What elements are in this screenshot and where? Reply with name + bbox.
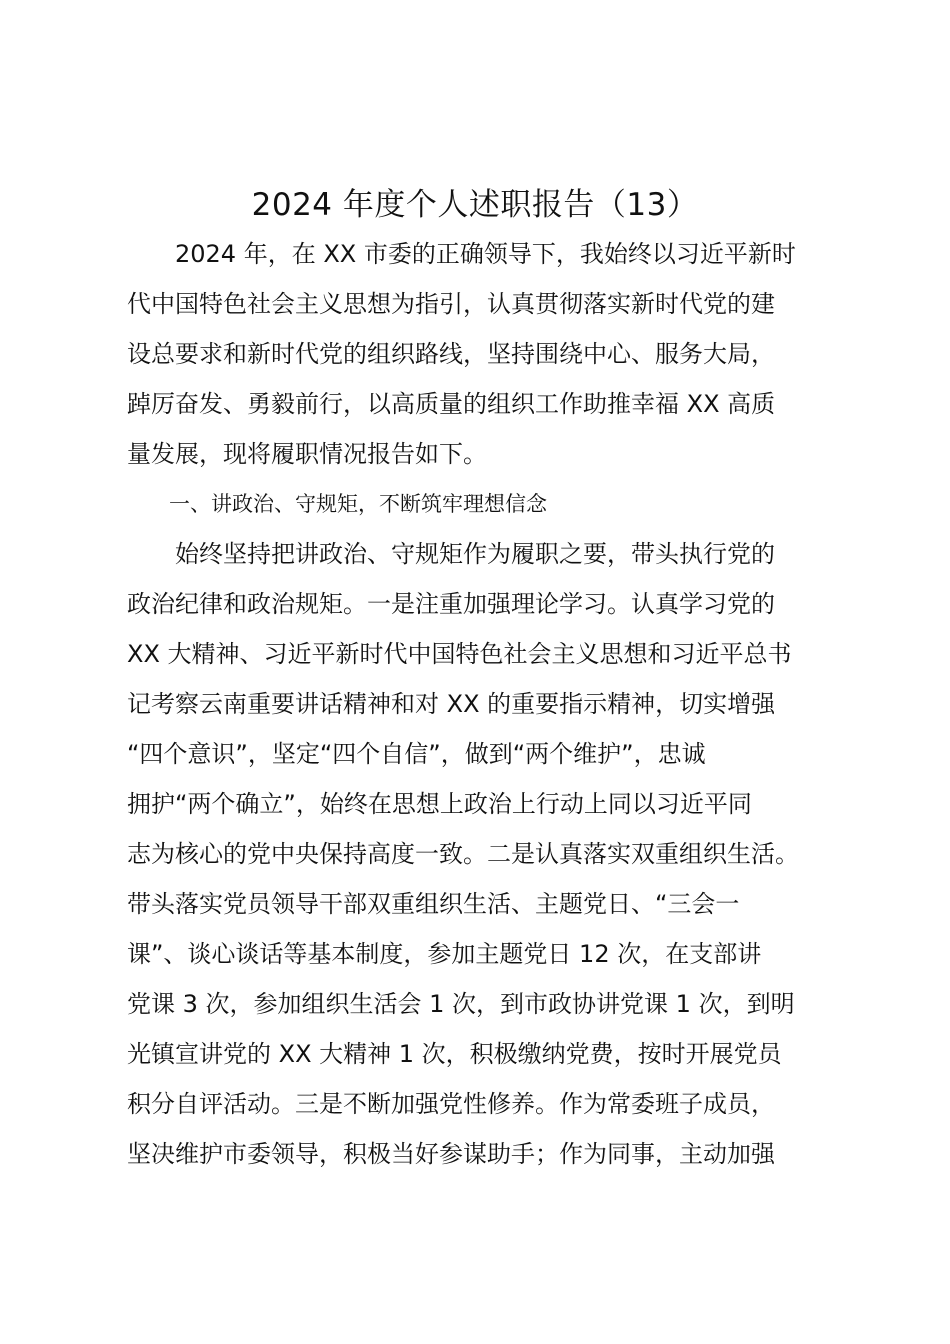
- paragraph-line: 志为核心的党中央保持高度一致。二是认真落实双重组织生活。: [127, 840, 799, 868]
- paragraph-line: 政治纪律和政治规矩。一是注重加强理论学习。认真学习党的: [127, 590, 775, 618]
- paragraph-line: 课”、谈心谈话等基本制度，参加主题党日 12 次，在支部讲: [127, 940, 762, 968]
- paragraph-line: 设总要求和新时代党的组织路线，坚持围绕中心、服务大局，: [127, 340, 775, 368]
- paragraph-line: 量发展，现将履职情况报告如下。: [127, 440, 487, 468]
- paragraph-line: 带头落实党员领导干部双重组织生活、主题党日、“三会一: [127, 890, 740, 918]
- paragraph-line: 积分自评活动。三是不断加强党性修养。作为常委班子成员，: [127, 1090, 775, 1118]
- paragraph-line: 党课 3 次，参加组织生活会 1 次，到市政协讲党课 1 次，到明: [127, 990, 795, 1018]
- document-body: [127, 229, 833, 1179]
- paragraph-line: 光镇宣讲党的 XX 大精神 1 次，积极缴纳党费，按时开展党员: [127, 1040, 782, 1068]
- paragraph-line: 始终坚持把讲政治、守规矩作为履职之要，带头执行党的: [127, 540, 775, 568]
- paragraph-line: 记考察云南重要讲话精神和对 XX 的重要指示精神，切实增强: [127, 690, 776, 718]
- paragraph-line: 拥护“两个确立”，始终在思想上政治上行动上同以习近平同: [127, 790, 752, 818]
- paragraph-line: XX 大精神、习近平新时代中国特色社会主义思想和习近平总书: [127, 640, 792, 668]
- section-heading: 一、讲政治、守规矩，不断筑牢理想信念: [127, 492, 547, 516]
- paragraph-line: 代中国特色社会主义思想为指引，认真贯彻落实新时代党的建: [127, 290, 775, 318]
- paragraph-line: 2024 年，在 XX 市委的正确领导下，我始终以习近平新时: [127, 240, 796, 268]
- document-title: 2024 年度个人述职报告（13）: [251, 187, 699, 223]
- paragraph-line: 踔厉奋发、勇毅前行，以高质量的组织工作助推幸福 XX 高质: [127, 390, 776, 418]
- paragraph-line: “四个意识”，坚定“四个自信”，做到“两个维护”，忠诚: [127, 740, 706, 768]
- paragraph-line: 坚决维护市委领导，积极当好参谋助手；作为同事，主动加强: [127, 1140, 775, 1168]
